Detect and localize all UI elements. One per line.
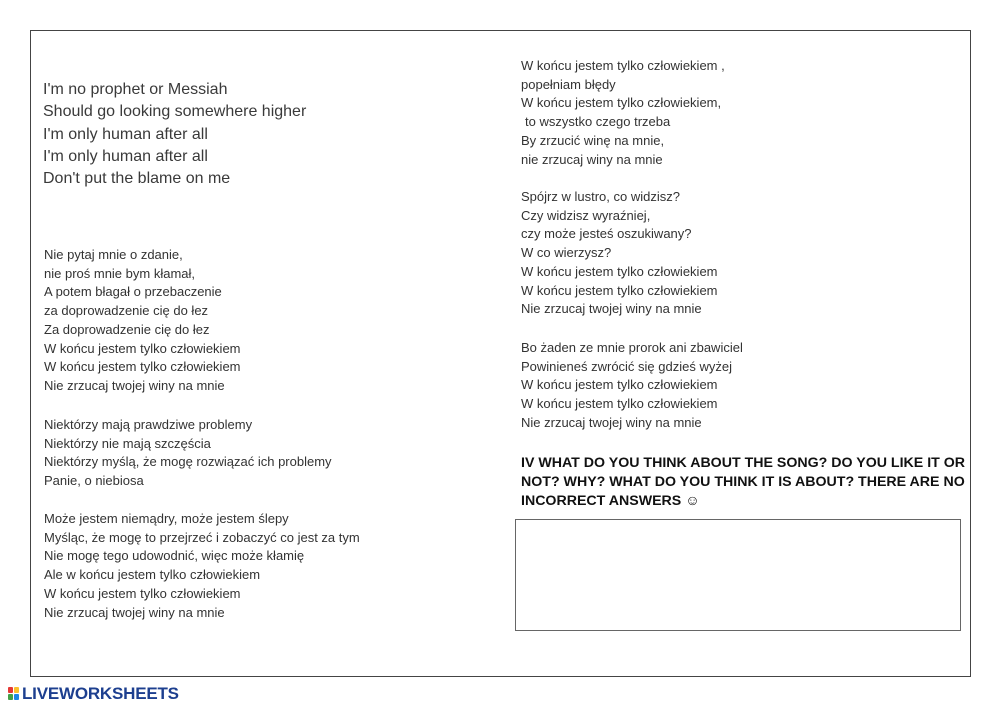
- lyric-line: W końcu jestem tylko człowiekiem: [44, 585, 241, 601]
- lyric-line: W końcu jestem tylko człowiekiem: [44, 359, 241, 375]
- lyric-line: Panie, o niebiosa: [44, 473, 144, 489]
- right-stanza-3: [521, 339, 961, 433]
- lyric-line: W końcu jestem tylko człowiekiem: [521, 263, 718, 279]
- lyric-line: Ale w końcu jestem tylko człowiekiem: [44, 567, 261, 583]
- lyric-line: Don't put the blame on me: [43, 170, 231, 188]
- logo-text: LIVEWORKSHEETS: [22, 684, 179, 703]
- lyric-line: W co wierzysz?: [521, 245, 612, 261]
- lyric-line: W końcu jestem tylko człowiekiem: [521, 396, 718, 412]
- lyric-line: Nie zrzucaj twojej winy na mnie: [521, 301, 702, 317]
- lyric-line: Nie zrzucaj twojej winy na mnie: [44, 377, 225, 393]
- lyric-line: Bo żaden ze mnie prorok ani zbawiciel: [521, 340, 743, 355]
- lyric-line: By zrzucić winę na mnie,: [521, 132, 665, 148]
- left-stanza-3: [44, 510, 484, 622]
- lyric-line: Nie pytaj mnie o zdanie,: [44, 247, 183, 262]
- left-stanza-1: [44, 246, 484, 396]
- right-stanza-2: [521, 188, 961, 319]
- intro-lyrics: [43, 79, 483, 190]
- lyric-line: nie zrzucaj winy na mnie: [521, 151, 663, 167]
- lyric-line: W końcu jestem tylko człowiekiem: [521, 282, 718, 298]
- lyric-line: W końcu jestem tylko człowiekiem ,: [521, 58, 725, 73]
- lyric-line: I'm only human after all: [43, 147, 208, 165]
- right-stanza-1: [521, 57, 961, 169]
- lyric-line: Myśląc, że mogę to przejrzeć i zobaczyć co jest za tym: [44, 529, 360, 545]
- lyric-line: Powinieneś zwrócić się gdzieś wyżej: [521, 358, 732, 374]
- lyric-line: Niektórzy myślą, że mogę rozwiązać ich problemy: [44, 454, 332, 470]
- lyric-line: to wszystko czego trzeba: [525, 114, 671, 130]
- lyric-line: Czy widzisz wyraźniej,: [521, 207, 651, 223]
- lyric-line: Spójrz w lustro, co widzisz?: [521, 189, 680, 204]
- lyric-line: Może jestem niemądry, może jestem ślepy: [44, 511, 289, 526]
- lyric-line: nie proś mnie bym kłamał,: [44, 265, 195, 281]
- lyric-line: W końcu jestem tylko człowiekiem,: [521, 95, 722, 111]
- lyric-line: I'm no prophet or Messiah: [43, 81, 228, 98]
- lyric-line: Nie zrzucaj twojej winy na mnie: [44, 604, 225, 620]
- liveworksheets-logo: [8, 685, 179, 703]
- lyric-line: Niektórzy nie mają szczęścia: [44, 435, 211, 451]
- lyric-line: W końcu jestem tylko człowiekiem: [521, 377, 718, 393]
- question-text: IV WHAT DO YOU THINK ABOUT THE SONG? DO YOU LIKE IT OR NOT? WHY? WHAT DO YOU THINK IT IS ABOUT? THERE ARE NO INCORRECT ANSWERS ☺: [521, 455, 966, 509]
- answer-textbox[interactable]: [515, 519, 961, 631]
- lyric-line: Nie mogę tego udowodnić, więc może kłamię: [44, 548, 305, 564]
- lyric-line: A potem błagał o przebaczenie: [44, 284, 222, 300]
- lyric-line: W końcu jestem tylko człowiekiem: [44, 340, 241, 356]
- lyric-line: czy może jesteś oszukiwany?: [521, 226, 692, 242]
- liveworksheets-logo-icon: [8, 687, 20, 701]
- left-stanza-2: [44, 416, 484, 491]
- lyric-line: Should go looking somewhere higher: [43, 103, 307, 121]
- lyric-line: za doprowadzenie cię do łez: [44, 303, 209, 319]
- lyric-line: Niektórzy mają prawdziwe problemy: [44, 417, 253, 432]
- lyric-line: I'm only human after all: [43, 125, 208, 143]
- lyric-line: Za doprowadzenie cię do łez: [44, 321, 210, 337]
- lyric-line: Nie zrzucaj twojej winy na mnie: [521, 414, 702, 430]
- lyric-line: popełniam błędy: [521, 76, 616, 92]
